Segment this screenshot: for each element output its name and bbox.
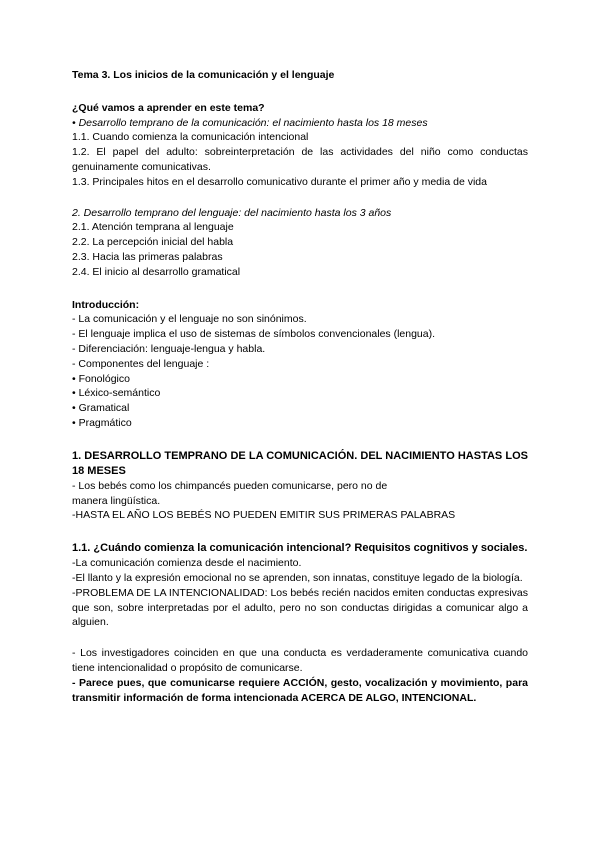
- learn-section2-title: 2. Desarrollo temprano del lenguaje: del nacimiento hasta los 3 años: [72, 206, 392, 219]
- intro-heading: Introducción:: [72, 298, 140, 311]
- section1-text: manera lingüística.: [72, 494, 161, 507]
- document-title: Tema 3. Los inicios de la comunicación y el lenguaje: [72, 69, 335, 81]
- section1-text: -HASTA EL AÑO LOS BEBÉS NO PUEDEN EMITIR SUS PRIMERAS PALABRAS: [72, 509, 456, 522]
- intro-item: - Componentes del lenguaje :: [72, 357, 210, 370]
- learn-item: 1.3. Principales hitos en el desarrollo comunicativo durante el primer año y media de vida: [72, 175, 487, 188]
- learn-item: 2.1. Atención temprana al lenguaje: [72, 221, 234, 234]
- intro-item: - Diferenciación: lenguaje-lengua y habla.: [72, 342, 266, 355]
- section1-1-paragraph: -La comunicación comienza desde el nacimiento.: [72, 557, 302, 570]
- learn-heading: ¿Qué vamos a aprender en este tema?: [72, 101, 265, 114]
- section1-heading: 1. DESARROLLO TEMPRANO DE LA COMUNICACIÓN. DEL NACIMIENTO HASTAS LOS 18 MESES: [72, 449, 528, 477]
- intro-item: - La comunicación y el lenguaje no son sinónimos.: [72, 313, 307, 326]
- learn-item: 2.3. Hacia las primeras palabras: [72, 250, 223, 263]
- learn-section1-title: • Desarrollo temprano de la comunicación: el nacimiento hasta los 18 meses: [72, 116, 428, 129]
- intro-item: • Fonológico: [72, 372, 130, 385]
- learn-item: 2.2. La percepción inicial del habla: [72, 236, 234, 249]
- section1-1-paragraph: -PROBLEMA DE LA INTENCIONALIDAD: Los bebés recién nacidos emiten conductas expresivas que son, sobre interpretadas por el adulto, pero no son conductas dirigidas a comunicar algo a alguien.: [72, 586, 528, 629]
- learn-item: 1.2. El papel del adulto: sobreinterpretación de las actividades del niño como conductas genuinamente comunicativas.: [72, 146, 528, 173]
- intro-item: • Léxico-semántico: [72, 387, 161, 400]
- intro-item: • Gramatical: [72, 402, 130, 415]
- section1-1-paragraph: -El llanto y la expresión emocional no se aprenden, son innatas, constituye legado de la biología.: [72, 571, 523, 584]
- section1-1-heading: 1.1. ¿Cuándo comienza la comunicación intencional? Requisitos cognitivos y sociales.: [72, 542, 528, 555]
- learn-item: 2.4. El inicio al desarrollo gramatical: [72, 265, 241, 278]
- section1-1-paragraph: - Los investigadores coinciden en que una conducta es verdaderamente comunicativa cuando tiene intencionalidad o propósito de comunicarse.: [72, 647, 528, 674]
- document-body: [72, 68, 528, 705]
- intro-item: • Pragmático: [72, 416, 132, 429]
- learn-item: 1.1. Cuando comienza la comunicación intencional: [72, 131, 309, 144]
- intro-item: - El lenguaje implica el uso de sistemas de símbolos convencionales (lengua).: [72, 328, 436, 341]
- section1-1-emphasis: - Parece pues, que comunicarse requiere ACCIÓN, gesto, vocalización y movimiento, para transmitir información de forma intencionada ACERCA DE ALGO, INTENCIONAL.: [72, 676, 528, 704]
- section1-text: - Los bebés como los chimpancés pueden comunicarse, pero no de: [72, 479, 388, 492]
